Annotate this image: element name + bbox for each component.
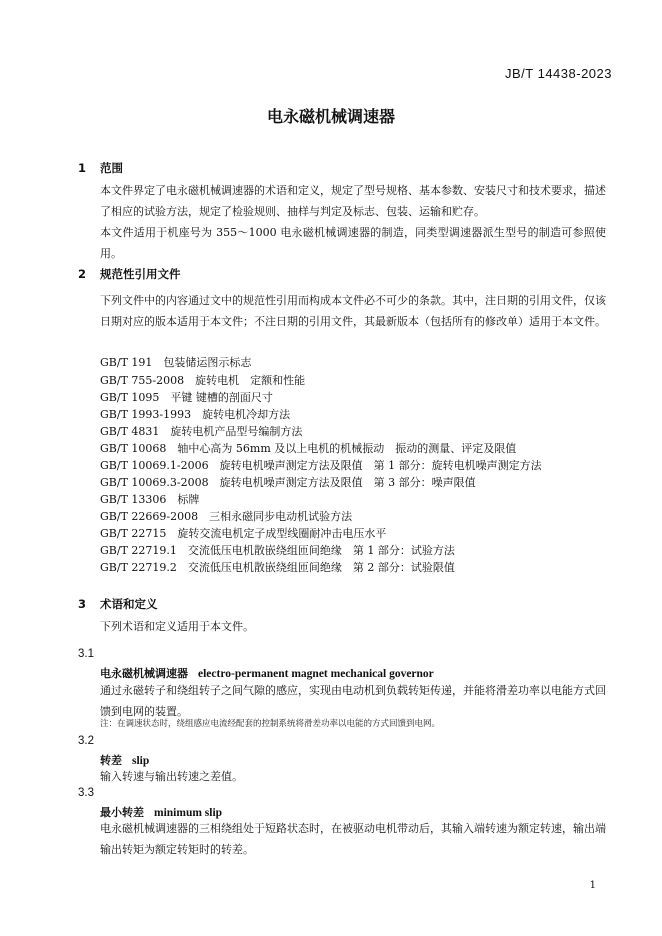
paragraph-text: 本文件适用于机座号为 355～1000 电永磁机械调速器的制造，同类型调速器派生型号的制造可参照使用。 <box>100 226 606 260</box>
term-name-en: electro-permanent magnet mechanical governor <box>198 668 434 680</box>
reference-item: GB/T 22719.2 交流低压电机散嵌绕组匝间绝缘 第 2 部分：试验限值 <box>100 561 455 574</box>
term-name <box>100 665 434 681</box>
paragraph-text: 本文件界定了电永磁机械调速器的术语和定义，规定了型号规格、基本参数、安装尺寸和技术要求，描述了相应的试验方法，规定了检验规则、抽样与判定及标志、包装、运输和贮存。 <box>100 184 606 218</box>
term-name-en: minimum slip <box>154 807 223 819</box>
standard-code: JB/T 14438-2023 <box>505 66 612 81</box>
term-number: 3.3 <box>78 787 94 799</box>
term-number: 3.2 <box>78 735 94 747</box>
reference-item: GB/T 22715 旋转交流电机定子成型线圈耐冲击电压水平 <box>100 527 387 540</box>
term-name-en: slip <box>132 755 150 767</box>
term-name-zh: 电永磁机械调速器 <box>100 667 188 680</box>
section-number: 3 <box>78 597 87 611</box>
reference-item: GB/T 1993-1993 旋转电机冷却方法 <box>100 408 291 421</box>
paragraph-text: 下列术语和定义适用于本文件。 <box>100 620 254 633</box>
reference-item: GB/T 10069.3-2008 旋转电机噪声测定方法及限值 第 3 部分：噪声限值 <box>100 476 476 489</box>
term-name-zh: 转差 <box>100 754 122 767</box>
section-number: 1 <box>78 161 87 175</box>
reference-item: GB/T 1095 平键 键槽的剖面尺寸 <box>100 391 273 404</box>
term-definition <box>78 818 606 860</box>
reference-item: GB/T 191 包装储运图示标志 <box>100 356 252 369</box>
section-number: 2 <box>78 267 87 281</box>
section-2-heading <box>78 266 181 282</box>
section-1-heading <box>78 160 123 176</box>
page-number: 1 <box>589 880 596 891</box>
term-name-zh: 最小转差 <box>100 806 144 819</box>
reference-item: GB/T 10069.1-2006 旋转电机噪声测定方法及限值 第 1 部分：旋转电机噪声测定方法 <box>100 459 542 472</box>
reference-item: GB/T 22669-2008 三相永磁同步电动机试验方法 <box>100 510 353 523</box>
section-1-paragraph-2 <box>78 222 606 264</box>
document-title: 电永磁机械调速器 <box>266 107 395 126</box>
term-definition <box>78 680 606 722</box>
reference-item: GB/T 4831 旋转电机产品型号编制方法 <box>100 425 303 438</box>
section-2-paragraph-1 <box>78 290 606 332</box>
section-1-paragraph-1 <box>78 180 606 222</box>
reference-item: GB/T 22719.1 交流低压电机散嵌绕组匝间绝缘 第 1 部分：试验方法 <box>100 544 455 557</box>
section-3-intro <box>78 616 606 637</box>
paragraph-text: 下列文件中的内容通过文中的规范性引用而构成本文件必不可少的条款。其中，注日期的引用文件，仅该日期对应的版本适用于本文件；不注日期的引用文件，其最新版本（包括所有的修改单）适用于本文件。 <box>100 294 606 328</box>
definition-text: 电永磁机械调速器的三相绕组处于短路状态时，在被驱动电机带动后，其输入端转速为额定转速，输出端输出转矩为额定转矩时的转差。 <box>100 822 606 856</box>
reference-item: GB/T 10068 轴中心高为 56mm 及以上电机的机械振动 振动的测量、评定及限值 <box>100 442 517 455</box>
reference-item: GB/T 13306 标牌 <box>100 493 200 506</box>
definition-text: 通过永磁转子和绕组转子之间气隙的感应，实现由电动机到负载转矩传递，并能将滑差功率以电能方式回馈到电网的装置。 <box>100 684 606 718</box>
term-number: 3.1 <box>78 648 94 660</box>
reference-item: GB/T 755-2008 旋转电机 定额和性能 <box>100 374 306 387</box>
term-definition <box>78 766 606 787</box>
definition-text: 输入转速与输出转速之差值。 <box>100 770 243 783</box>
section-title: 术语和定义 <box>100 597 158 611</box>
term-note: 注：在调速状态时，绕组感应电流经配套的控制系统将滑差功率以电能的方式回馈到电网。 <box>100 719 441 729</box>
section-title: 范围 <box>100 161 124 175</box>
section-3-heading <box>78 596 158 612</box>
section-title: 规范性引用文件 <box>100 267 181 281</box>
